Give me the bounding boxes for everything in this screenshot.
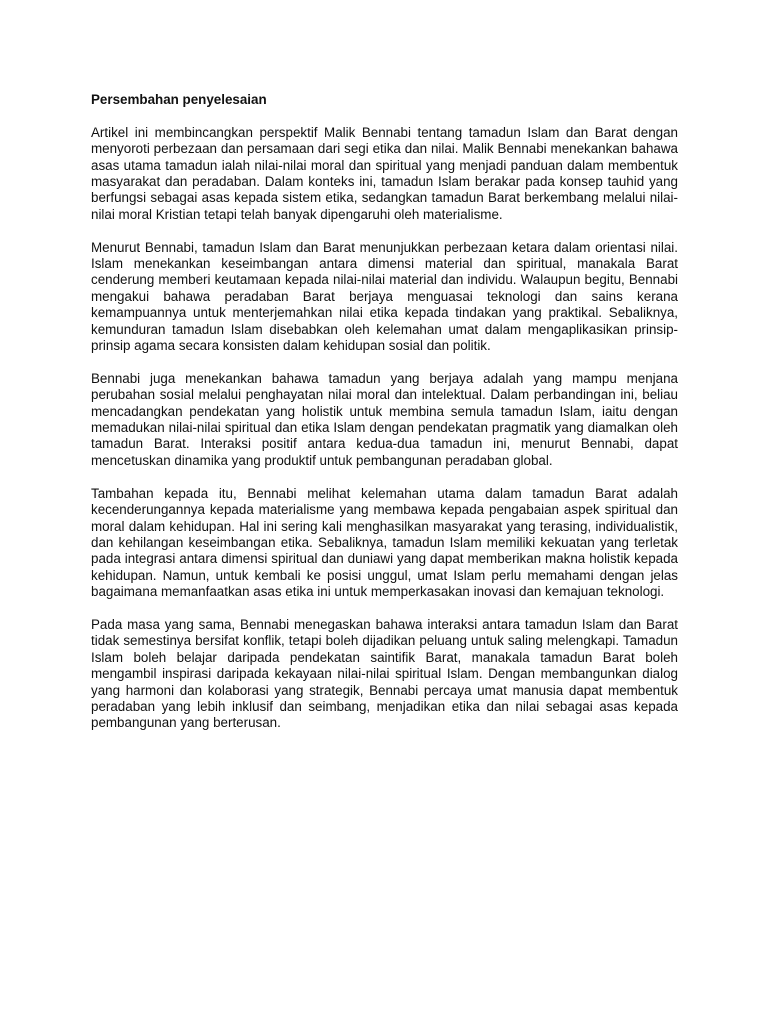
paragraph-5: Pada masa yang sama, Bennabi menegaskan bahawa interaksi antara tamadun Islam dan Barat tidak semestinya bersifat konflik, tetapi boleh dijadikan peluang untuk saling melengkapi. Tamadun Islam boleh belajar daripada pendekatan saintifik Barat, manakala tamadun Barat boleh mengambil inspirasi daripada kekayaan nilai-nilai spiritual Islam. Dengan membangunkan dialog yang harmoni dan kolaborasi yang strategik, Bennabi percaya umat manusia dapat membentuk peradaban yang lebih inklusif dan seimbang, menjadikan etika dan nilai sebagai asas kepada pembangunan yang berterusan. [91, 616, 678, 731]
paragraph-4: Tambahan kepada itu, Bennabi melihat kelemahan utama dalam tamadun Barat adalah kecenderungannya kepada materialisme yang membawa kepada pengabaian aspek spiritual dan moral dalam kehidupan. Hal ini sering kali menghasilkan masyarakat yang terasing, individualistik, dan kehilangan keseimbangan etika. Sebaliknya, tamadun Islam memiliki kekuatan yang terletak pada integrasi antara dimensi spiritual dan duniawi yang dapat memberikan makna holistik kepada kehidupan. Namun, untuk kembali ke posisi unggul, umat Islam perlu memahami dengan jelas bagaimana memanfaatkan asas etika ini untuk memperkasakan inovasi dan kemajuan teknologi. [91, 485, 678, 600]
paragraph-3: Bennabi juga menekankan bahawa tamadun yang berjaya adalah yang mampu menjana perubahan sosial melalui penghayatan nilai moral dan intelektual. Dalam perbandingan ini, beliau mencadangkan pendekatan yang holistik untuk membina semula tamadun Islam, iaitu dengan memadukan nilai-nilai spiritual dan etika Islam dengan pendekatan pragmatik yang diamalkan oleh tamadun Barat. Interaksi positif antara kedua-dua tamadun ini, menurut Bennabi, dapat mencetuskan dinamika yang produktif untuk pembangunan peradaban global. [91, 370, 678, 468]
paragraph-1: Artikel ini membincangkan perspektif Malik Bennabi tentang tamadun Islam dan Barat dengan menyoroti perbezaan dan persamaan dari segi etika dan nilai. Malik Bennabi menekankan bahawa asas utama tamadun ialah nilai-nilai moral dan spiritual yang menjadi panduan dalam membentuk masyarakat dan peradaban. Dalam konteks ini, tamadun Islam berakar pada konsep tauhid yang berfungsi sebagai asas kepada sistem etika, sedangkan tamadun Barat berkembang melalui nilai-nilai moral Kristian tetapi telah banyak dipengaruhi oleh materialisme. [91, 124, 678, 222]
document-heading: Persembahan penyelesaian [91, 92, 267, 107]
paragraph-2: Menurut Bennabi, tamadun Islam dan Barat menunjukkan perbezaan ketara dalam orientasi nilai. Islam menekankan keseimbangan antara dimensi material dan spiritual, manakala Barat cenderung memberi keutamaan kepada nilai-nilai material dan individu. Walaupun begitu, Bennabi mengakui bahawa peradaban Barat berjaya menguasai teknologi dan sains kerana kemampuannya untuk menterjemahkan nilai etika kepada tindakan yang praktikal. Sebaliknya, kemunduran tamadun Islam disebabkan oleh kelemahan umat dalam mengaplikasikan prinsip-prinsip agama secara konsisten dalam kehidupan sosial dan politik. [91, 239, 678, 354]
document-body [91, 92, 678, 748]
